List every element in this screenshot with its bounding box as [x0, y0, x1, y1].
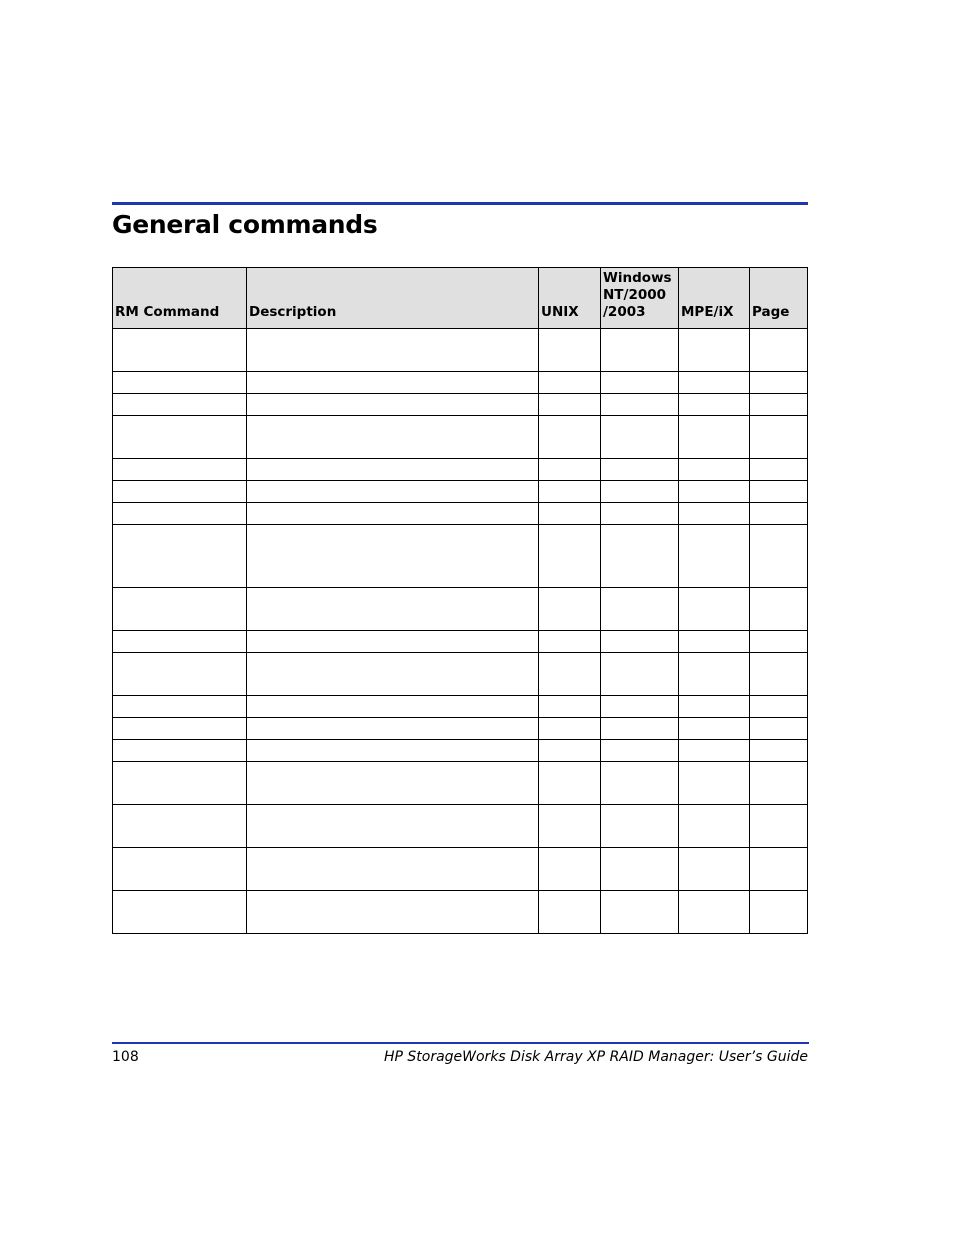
section-title: General commands — [112, 210, 378, 239]
cell-rm-command — [113, 372, 247, 394]
table-row — [113, 718, 808, 740]
cell-rm-command — [113, 631, 247, 653]
cell-unix — [539, 696, 601, 718]
cell-page — [750, 696, 808, 718]
cell-mpe — [679, 696, 750, 718]
cell-description — [247, 740, 539, 762]
cell-description — [247, 416, 539, 459]
cell-windows — [601, 503, 679, 525]
cell-windows — [601, 525, 679, 588]
cell-rm-command — [113, 653, 247, 696]
cell-page — [750, 762, 808, 805]
cell-page — [750, 631, 808, 653]
cell-rm-command — [113, 525, 247, 588]
cell-page — [750, 653, 808, 696]
cell-description — [247, 718, 539, 740]
cell-unix — [539, 503, 601, 525]
cell-description — [247, 588, 539, 631]
cell-unix — [539, 588, 601, 631]
cell-windows — [601, 805, 679, 848]
cell-unix — [539, 653, 601, 696]
cell-unix — [539, 718, 601, 740]
cell-mpe — [679, 503, 750, 525]
cell-windows — [601, 696, 679, 718]
cell-windows — [601, 891, 679, 934]
header-page: Page — [750, 268, 808, 329]
cell-mpe — [679, 459, 750, 481]
table-row — [113, 588, 808, 631]
cell-description — [247, 372, 539, 394]
table-row — [113, 416, 808, 459]
cell-mpe — [679, 372, 750, 394]
cell-mpe — [679, 481, 750, 503]
cell-rm-command — [113, 696, 247, 718]
cell-page — [750, 329, 808, 372]
cell-rm-command — [113, 329, 247, 372]
cell-description — [247, 459, 539, 481]
cell-page — [750, 394, 808, 416]
table-row — [113, 631, 808, 653]
cell-page — [750, 891, 808, 934]
header-windows-line1: Windows — [603, 270, 672, 286]
cell-mpe — [679, 525, 750, 588]
cell-description — [247, 481, 539, 503]
cell-unix — [539, 740, 601, 762]
table-row — [113, 481, 808, 503]
cell-rm-command — [113, 805, 247, 848]
cell-unix — [539, 805, 601, 848]
cell-windows — [601, 740, 679, 762]
cell-description — [247, 653, 539, 696]
cell-rm-command — [113, 740, 247, 762]
cell-rm-command — [113, 481, 247, 503]
cell-unix — [539, 481, 601, 503]
table-row — [113, 653, 808, 696]
table-header-row — [113, 268, 808, 329]
header-windows-line3: /2003 — [603, 304, 646, 320]
cell-page — [750, 503, 808, 525]
table-row — [113, 805, 808, 848]
page-number: 108 — [112, 1049, 139, 1065]
table-row — [113, 329, 808, 372]
cell-mpe — [679, 805, 750, 848]
cell-description — [247, 631, 539, 653]
cell-mpe — [679, 394, 750, 416]
table-row — [113, 394, 808, 416]
cell-rm-command — [113, 718, 247, 740]
cell-mpe — [679, 891, 750, 934]
cell-description — [247, 891, 539, 934]
table-row — [113, 848, 808, 891]
cell-unix — [539, 459, 601, 481]
cell-description — [247, 525, 539, 588]
cell-rm-command — [113, 762, 247, 805]
cell-page — [750, 718, 808, 740]
cell-windows — [601, 653, 679, 696]
header-windows — [601, 268, 679, 329]
document-title: HP StorageWorks Disk Array XP RAID Manager: User’s Guide — [383, 1049, 808, 1065]
cell-page — [750, 416, 808, 459]
cell-mpe — [679, 740, 750, 762]
general-commands-table — [112, 267, 808, 934]
cell-page — [750, 740, 808, 762]
cell-unix — [539, 329, 601, 372]
cell-unix — [539, 416, 601, 459]
cell-windows — [601, 588, 679, 631]
cell-page — [750, 848, 808, 891]
cell-description — [247, 805, 539, 848]
table-row — [113, 459, 808, 481]
cell-description — [247, 503, 539, 525]
cell-rm-command — [113, 416, 247, 459]
table-row — [113, 503, 808, 525]
table-row — [113, 372, 808, 394]
cell-rm-command — [113, 459, 247, 481]
cell-rm-command — [113, 848, 247, 891]
cell-page — [750, 372, 808, 394]
cell-page — [750, 525, 808, 588]
cell-windows — [601, 631, 679, 653]
cell-unix — [539, 762, 601, 805]
cell-description — [247, 329, 539, 372]
table-row — [113, 891, 808, 934]
cell-page — [750, 805, 808, 848]
table-row — [113, 525, 808, 588]
cell-windows — [601, 329, 679, 372]
header-unix: UNIX — [539, 268, 601, 329]
table-row — [113, 696, 808, 718]
cell-mpe — [679, 329, 750, 372]
table-row — [113, 762, 808, 805]
cell-mpe — [679, 416, 750, 459]
cell-mpe — [679, 653, 750, 696]
section-top-rule — [112, 202, 808, 205]
cell-mpe — [679, 762, 750, 805]
header-description: Description — [247, 268, 539, 329]
cell-rm-command — [113, 891, 247, 934]
cell-windows — [601, 372, 679, 394]
cell-unix — [539, 525, 601, 588]
cell-windows — [601, 762, 679, 805]
header-rm-command: RM Command — [113, 268, 247, 329]
header-windows-line2: NT/2000 — [603, 287, 667, 303]
cell-rm-command — [113, 394, 247, 416]
cell-page — [750, 588, 808, 631]
cell-description — [247, 848, 539, 891]
cell-windows — [601, 394, 679, 416]
cell-mpe — [679, 631, 750, 653]
cell-mpe — [679, 848, 750, 891]
cell-rm-command — [113, 588, 247, 631]
cell-mpe — [679, 718, 750, 740]
cell-page — [750, 459, 808, 481]
footer-rule — [112, 1042, 809, 1044]
cell-unix — [539, 372, 601, 394]
header-mpe: MPE/iX — [679, 268, 750, 329]
cell-unix — [539, 394, 601, 416]
cell-windows — [601, 848, 679, 891]
table-row — [113, 740, 808, 762]
cell-mpe — [679, 588, 750, 631]
cell-unix — [539, 631, 601, 653]
cell-windows — [601, 459, 679, 481]
cell-windows — [601, 718, 679, 740]
cell-unix — [539, 848, 601, 891]
cell-description — [247, 394, 539, 416]
cell-description — [247, 762, 539, 805]
cell-rm-command — [113, 503, 247, 525]
cell-page — [750, 481, 808, 503]
cell-windows — [601, 416, 679, 459]
cell-unix — [539, 891, 601, 934]
cell-description — [247, 696, 539, 718]
cell-windows — [601, 481, 679, 503]
